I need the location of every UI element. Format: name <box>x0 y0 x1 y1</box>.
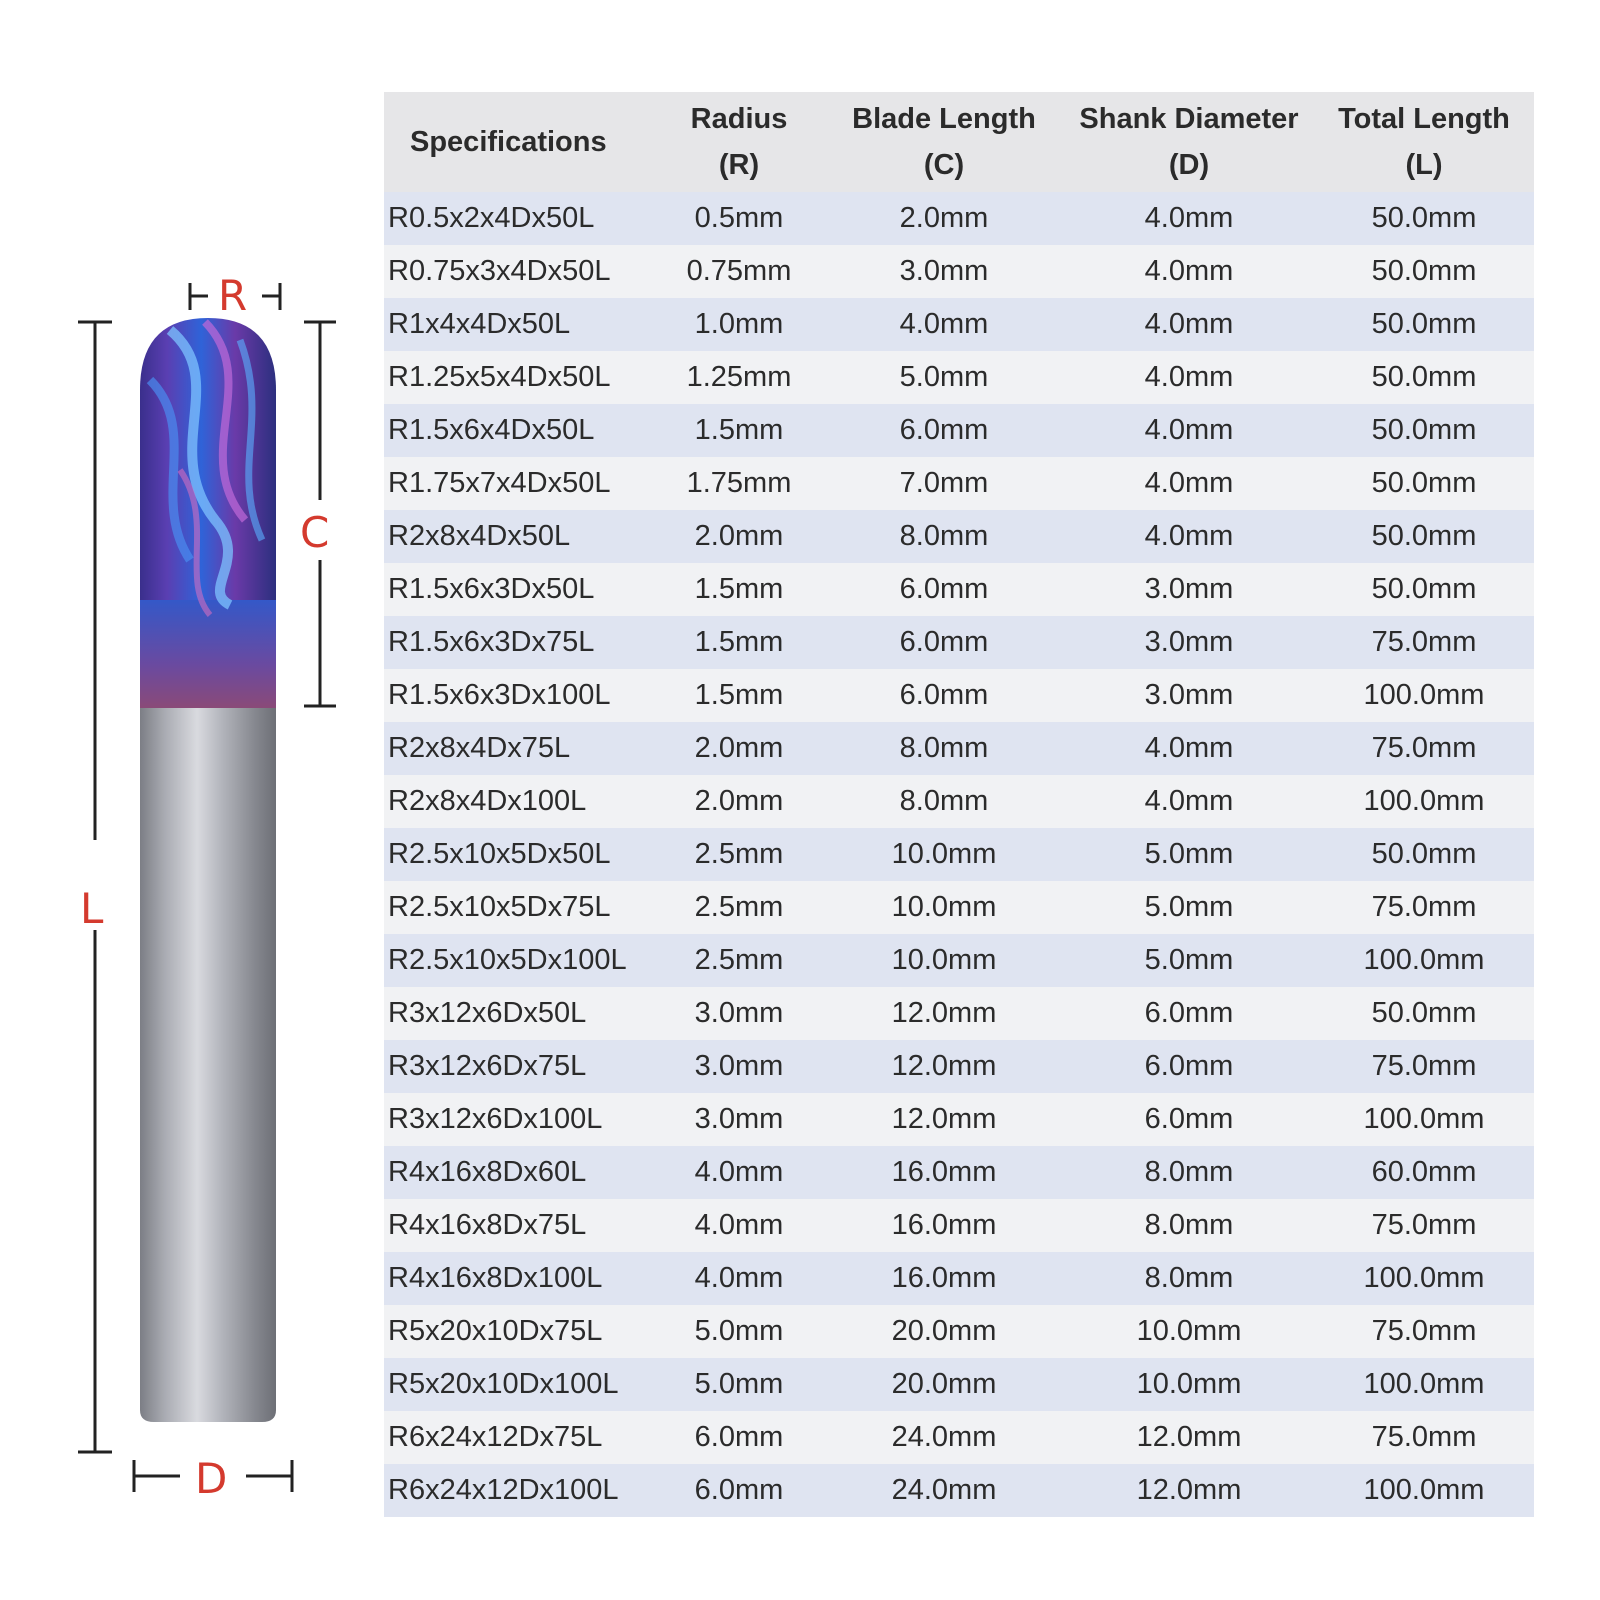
table-row <box>384 987 1534 1040</box>
total-length-label: L <box>80 884 104 933</box>
cell-shank-diameter: 8.0mm <box>1064 1252 1314 1305</box>
end-mill-illustration <box>0 0 360 1600</box>
table-row <box>384 563 1534 616</box>
shank-diameter-label: D <box>195 1454 228 1503</box>
cell-blade-length: 10.0mm <box>824 828 1064 881</box>
cell-specification: R2x8x4Dx50L <box>384 510 654 563</box>
table-row <box>384 351 1534 404</box>
cell-total-length: 100.0mm <box>1314 1093 1534 1146</box>
cell-radius: 3.0mm <box>654 1040 824 1093</box>
table-row <box>384 1305 1534 1358</box>
cell-specification: R1x4x4Dx50L <box>384 298 654 351</box>
ball-nose-head <box>140 318 276 600</box>
cell-specification: R2.5x10x5Dx100L <box>384 934 654 987</box>
cell-shank-diameter: 6.0mm <box>1064 1040 1314 1093</box>
header-blade-length: Blade Length (C) <box>824 92 1064 192</box>
cell-total-length: 50.0mm <box>1314 828 1534 881</box>
cell-radius: 0.5mm <box>654 192 824 245</box>
cell-total-length: 100.0mm <box>1314 934 1534 987</box>
cell-radius: 2.5mm <box>654 881 824 934</box>
cell-blade-length: 12.0mm <box>824 1040 1064 1093</box>
cell-blade-length: 16.0mm <box>824 1199 1064 1252</box>
tool-figure <box>0 0 360 1600</box>
cell-total-length: 100.0mm <box>1314 669 1534 722</box>
table-row <box>384 1040 1534 1093</box>
cell-shank-diameter: 5.0mm <box>1064 934 1314 987</box>
cell-shank-diameter: 6.0mm <box>1064 987 1314 1040</box>
cell-shank-diameter: 10.0mm <box>1064 1358 1314 1411</box>
cell-specification: R2.5x10x5Dx50L <box>384 828 654 881</box>
spec-table <box>384 92 1534 1517</box>
cell-shank-diameter: 3.0mm <box>1064 669 1314 722</box>
table-row <box>384 245 1534 298</box>
cell-shank-diameter: 8.0mm <box>1064 1199 1314 1252</box>
cell-radius: 1.75mm <box>654 457 824 510</box>
shank <box>140 700 276 1422</box>
table-row <box>384 1199 1534 1252</box>
cell-total-length: 100.0mm <box>1314 1252 1534 1305</box>
cell-radius: 1.0mm <box>654 298 824 351</box>
cell-total-length: 75.0mm <box>1314 616 1534 669</box>
cell-blade-length: 2.0mm <box>824 192 1064 245</box>
cell-total-length: 50.0mm <box>1314 510 1534 563</box>
cell-blade-length: 8.0mm <box>824 510 1064 563</box>
cell-radius: 6.0mm <box>654 1411 824 1464</box>
cell-radius: 1.5mm <box>654 563 824 616</box>
cell-specification: R3x12x6Dx100L <box>384 1093 654 1146</box>
table-row <box>384 192 1534 245</box>
blade-length-label: C <box>300 508 330 557</box>
cell-specification: R1.25x5x4Dx50L <box>384 351 654 404</box>
cell-blade-length: 8.0mm <box>824 775 1064 828</box>
spec-table-panel <box>384 92 1534 1516</box>
cell-total-length: 50.0mm <box>1314 351 1534 404</box>
cell-shank-diameter: 4.0mm <box>1064 351 1314 404</box>
cell-blade-length: 3.0mm <box>824 245 1064 298</box>
cell-total-length: 75.0mm <box>1314 881 1534 934</box>
header-specifications: Specifications <box>384 92 654 192</box>
cell-blade-length: 4.0mm <box>824 298 1064 351</box>
radius-label: R <box>218 271 248 320</box>
cell-blade-length: 16.0mm <box>824 1146 1064 1199</box>
cell-specification: R3x12x6Dx50L <box>384 987 654 1040</box>
cell-specification: R1.5x6x3Dx50L <box>384 563 654 616</box>
cell-shank-diameter: 4.0mm <box>1064 245 1314 298</box>
cell-blade-length: 12.0mm <box>824 1093 1064 1146</box>
cell-specification: R3x12x6Dx75L <box>384 1040 654 1093</box>
cell-blade-length: 24.0mm <box>824 1464 1064 1517</box>
cell-blade-length: 6.0mm <box>824 616 1064 669</box>
cell-total-length: 50.0mm <box>1314 457 1534 510</box>
table-row <box>384 722 1534 775</box>
table-row <box>384 616 1534 669</box>
cell-specification: R1.75x7x4Dx50L <box>384 457 654 510</box>
cell-radius: 2.0mm <box>654 775 824 828</box>
cell-radius: 1.5mm <box>654 616 824 669</box>
cell-specification: R1.5x6x3Dx100L <box>384 669 654 722</box>
cell-blade-length: 8.0mm <box>824 722 1064 775</box>
cell-specification: R4x16x8Dx75L <box>384 1199 654 1252</box>
cell-radius: 2.5mm <box>654 934 824 987</box>
cell-radius: 1.5mm <box>654 669 824 722</box>
cell-shank-diameter: 6.0mm <box>1064 1093 1314 1146</box>
cell-radius: 5.0mm <box>654 1358 824 1411</box>
cell-specification: R6x24x12Dx75L <box>384 1411 654 1464</box>
cell-shank-diameter: 4.0mm <box>1064 510 1314 563</box>
table-row <box>384 298 1534 351</box>
cell-specification: R6x24x12Dx100L <box>384 1464 654 1517</box>
cell-specification: R5x20x10Dx75L <box>384 1305 654 1358</box>
cell-blade-length: 20.0mm <box>824 1305 1064 1358</box>
cell-blade-length: 5.0mm <box>824 351 1064 404</box>
cell-total-length: 50.0mm <box>1314 563 1534 616</box>
cell-shank-diameter: 12.0mm <box>1064 1411 1314 1464</box>
cell-radius: 1.25mm <box>654 351 824 404</box>
cell-blade-length: 24.0mm <box>824 1411 1064 1464</box>
cell-specification: R1.5x6x3Dx75L <box>384 616 654 669</box>
cell-total-length: 100.0mm <box>1314 1358 1534 1411</box>
cell-shank-diameter: 3.0mm <box>1064 616 1314 669</box>
cell-total-length: 75.0mm <box>1314 722 1534 775</box>
table-row <box>384 775 1534 828</box>
cell-radius: 5.0mm <box>654 1305 824 1358</box>
header-total-length: Total Length (L) <box>1314 92 1534 192</box>
table-row <box>384 669 1534 722</box>
cell-specification: R1.5x6x4Dx50L <box>384 404 654 457</box>
cell-total-length: 50.0mm <box>1314 245 1534 298</box>
table-row <box>384 828 1534 881</box>
header-radius: Radius (R) <box>654 92 824 192</box>
table-row <box>384 1146 1534 1199</box>
cell-radius: 4.0mm <box>654 1199 824 1252</box>
cell-specification: R2x8x4Dx100L <box>384 775 654 828</box>
cell-radius: 6.0mm <box>654 1464 824 1517</box>
table-header-row <box>384 92 1534 192</box>
cell-shank-diameter: 5.0mm <box>1064 828 1314 881</box>
cell-shank-diameter: 4.0mm <box>1064 298 1314 351</box>
cell-radius: 4.0mm <box>654 1252 824 1305</box>
cell-specification: R0.75x3x4Dx50L <box>384 245 654 298</box>
cell-total-length: 75.0mm <box>1314 1199 1534 1252</box>
cell-specification: R4x16x8Dx60L <box>384 1146 654 1199</box>
table-row <box>384 1411 1534 1464</box>
header-shank-diameter: Shank Diameter (D) <box>1064 92 1314 192</box>
cell-specification: R2.5x10x5Dx75L <box>384 881 654 934</box>
cell-shank-diameter: 8.0mm <box>1064 1146 1314 1199</box>
cell-shank-diameter: 4.0mm <box>1064 722 1314 775</box>
cell-radius: 3.0mm <box>654 987 824 1040</box>
cell-shank-diameter: 10.0mm <box>1064 1305 1314 1358</box>
table-row <box>384 1464 1534 1517</box>
cell-total-length: 50.0mm <box>1314 404 1534 457</box>
cell-total-length: 75.0mm <box>1314 1305 1534 1358</box>
cell-blade-length: 12.0mm <box>824 987 1064 1040</box>
table-row <box>384 1252 1534 1305</box>
cell-blade-length: 6.0mm <box>824 404 1064 457</box>
cell-total-length: 100.0mm <box>1314 1464 1534 1517</box>
table-row <box>384 934 1534 987</box>
cell-shank-diameter: 4.0mm <box>1064 192 1314 245</box>
cell-blade-length: 6.0mm <box>824 669 1064 722</box>
cell-total-length: 50.0mm <box>1314 192 1534 245</box>
spec-table-body <box>384 192 1534 1517</box>
cell-specification: R2x8x4Dx75L <box>384 722 654 775</box>
cell-radius: 0.75mm <box>654 245 824 298</box>
cell-total-length: 100.0mm <box>1314 775 1534 828</box>
cell-blade-length: 10.0mm <box>824 881 1064 934</box>
table-row <box>384 1093 1534 1146</box>
cell-shank-diameter: 4.0mm <box>1064 457 1314 510</box>
cell-total-length: 50.0mm <box>1314 987 1534 1040</box>
cell-shank-diameter: 3.0mm <box>1064 563 1314 616</box>
cell-shank-diameter: 4.0mm <box>1064 775 1314 828</box>
cell-radius: 4.0mm <box>654 1146 824 1199</box>
cell-shank-diameter: 4.0mm <box>1064 404 1314 457</box>
cell-blade-length: 6.0mm <box>824 563 1064 616</box>
cell-blade-length: 7.0mm <box>824 457 1064 510</box>
cell-blade-length: 10.0mm <box>824 934 1064 987</box>
table-row <box>384 457 1534 510</box>
cell-radius: 3.0mm <box>654 1093 824 1146</box>
cell-shank-diameter: 12.0mm <box>1064 1464 1314 1517</box>
cell-shank-diameter: 5.0mm <box>1064 881 1314 934</box>
cell-blade-length: 20.0mm <box>824 1358 1064 1411</box>
cell-total-length: 60.0mm <box>1314 1146 1534 1199</box>
cell-blade-length: 16.0mm <box>824 1252 1064 1305</box>
cell-radius: 2.0mm <box>654 722 824 775</box>
cell-radius: 2.5mm <box>654 828 824 881</box>
cell-specification: R0.5x2x4Dx50L <box>384 192 654 245</box>
cell-radius: 2.0mm <box>654 510 824 563</box>
cell-specification: R5x20x10Dx100L <box>384 1358 654 1411</box>
table-row <box>384 510 1534 563</box>
table-row <box>384 881 1534 934</box>
cell-radius: 1.5mm <box>654 404 824 457</box>
cell-total-length: 50.0mm <box>1314 298 1534 351</box>
cell-specification: R4x16x8Dx100L <box>384 1252 654 1305</box>
table-row <box>384 404 1534 457</box>
cell-total-length: 75.0mm <box>1314 1411 1534 1464</box>
cell-total-length: 75.0mm <box>1314 1040 1534 1093</box>
table-row <box>384 1358 1534 1411</box>
